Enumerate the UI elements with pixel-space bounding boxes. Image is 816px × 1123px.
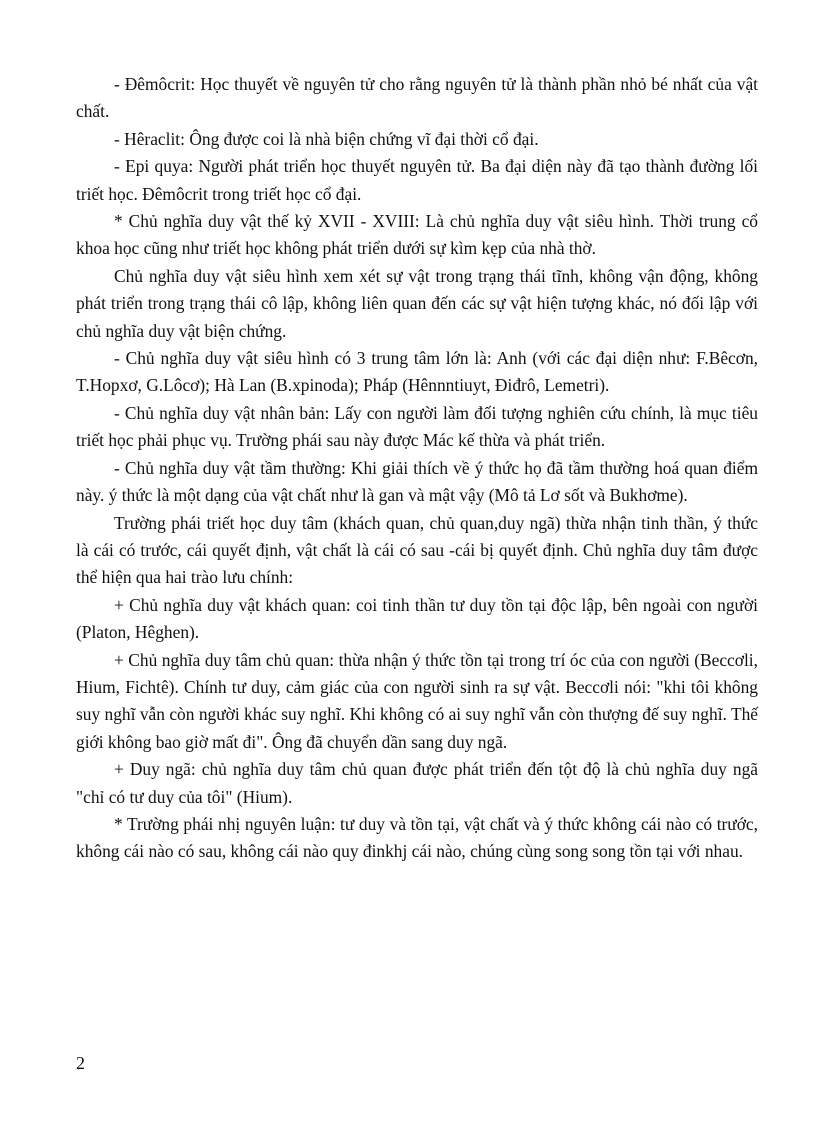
paragraph-khach-quan: + Chủ nghĩa duy vật khách quan: coi tinh thần tư duy tồn tại độc lập, bên ngoài con người (Platon, Hêghen).: [76, 594, 758, 643]
paragraph-duy-vat-tam-thuong: - Chủ nghĩa duy vật tầm thường: Khi giải thích về ý thức họ đã tầm thường hoá quan điểm này. ý thức là một dạng của vật chất như là gan và mật vậy (Mô tả Lơ sốt và Bukhơme).: [76, 457, 758, 506]
paragraph-chu-quan: + Chủ nghĩa duy tâm chủ quan: thừa nhận ý thức tồn tại trong trí óc của con người (Beccơli, Hium, Fichtê). Chính tư duy, cảm giác của con người sinh ra sự vật. Beccơli nói: "khi tôi không suy nghĩ vẫn còn người khác suy nghĩ. Khi không có ai suy nghĩ vẫn còn thượng đế suy nghĩ. Thế giới không bao giờ mất đi". Ông đã chuyển dần sang duy ngã.: [76, 649, 758, 752]
paragraph-nhi-nguyen: * Trường phái nhị nguyên luận: tư duy và tồn tại, vật chất và ý thức không cái nào có trước, không cái nào có sau, không cái nào quy đinkhj cái nào, chúng cùng song song tồn tại với nhau.: [76, 813, 758, 862]
paragraph-duy-vat-nhan-ban: - Chủ nghĩa duy vật nhân bản: Lấy con người làm đối tượng nghiên cứu chính, là mục tiêu triết học phải phục vụ. Trường phái sau này được Mác kế thừa và phát triển.: [76, 402, 758, 451]
paragraph-duy-tam: Trường phái triết học duy tâm (khách quan, chủ quan,duy ngã) thừa nhận tinh thần, ý thức là cái có trước, cái quyết định, vật chất là cái có sau -cái bị quyết định. Chủ nghĩa duy tâm được thể hiện qua hai trào lưu chính:: [76, 512, 758, 588]
page-number: 2: [76, 1053, 85, 1073]
paragraph-duy-vat-xvii-xviii: * Chủ nghĩa duy vật thế kỷ XVII - XVIII: Là chủ nghĩa duy vật siêu hình. Thời trung cổ khoa học cũng như triết học không phát triển dưới sự kìm kẹp của nhà thờ.: [76, 211, 758, 259]
paragraph-ba-trung-tam: - Chủ nghĩa duy vật siêu hình có 3 trung tâm lớn là: Anh (với các đại diện như: F.Bêcơn, T.Hopxơ, G.Lôcơ); Hà Lan (B.xpinoda); Pháp (Hênnntiuyt, Điđrô, Lemetri).: [76, 348, 758, 396]
paragraph-duy-vat-sieu-hinh: Chủ nghĩa duy vật siêu hình xem xét sự vật trong trạng thái tĩnh, không vận động, không phát triển trong trạng thái cô lập, không liên quan đến các sự vật hiện tượng khác, nó đối lập với chủ nghĩa duy vật biện chứng.: [76, 265, 758, 341]
paragraph-democrit: - Đêmôcrit: Học thuyết về nguyên tử cho rằng nguyên tử là thành phần nhỏ bé nhất của vật chất.: [76, 74, 758, 122]
paragraph-epiquya: - Epi quya: Người phát triển học thuyết nguyên tử. Ba đại diện này đã tạo thành đường lối triết học. Đêmôcrit trong triết học cổ đại.: [76, 156, 758, 204]
paragraph-duy-nga: + Duy ngã: chủ nghĩa duy tâm chủ quan được phát triển đến tột độ là chủ nghĩa duy ngã "chỉ có tư duy của tôi" (Hium).: [76, 759, 758, 807]
paragraph-heraclit: - Hêraclit: Ông được coi là nhà biện chứng vĩ đại thời cổ đại.: [114, 128, 539, 149]
document-body: [76, 71, 758, 866]
